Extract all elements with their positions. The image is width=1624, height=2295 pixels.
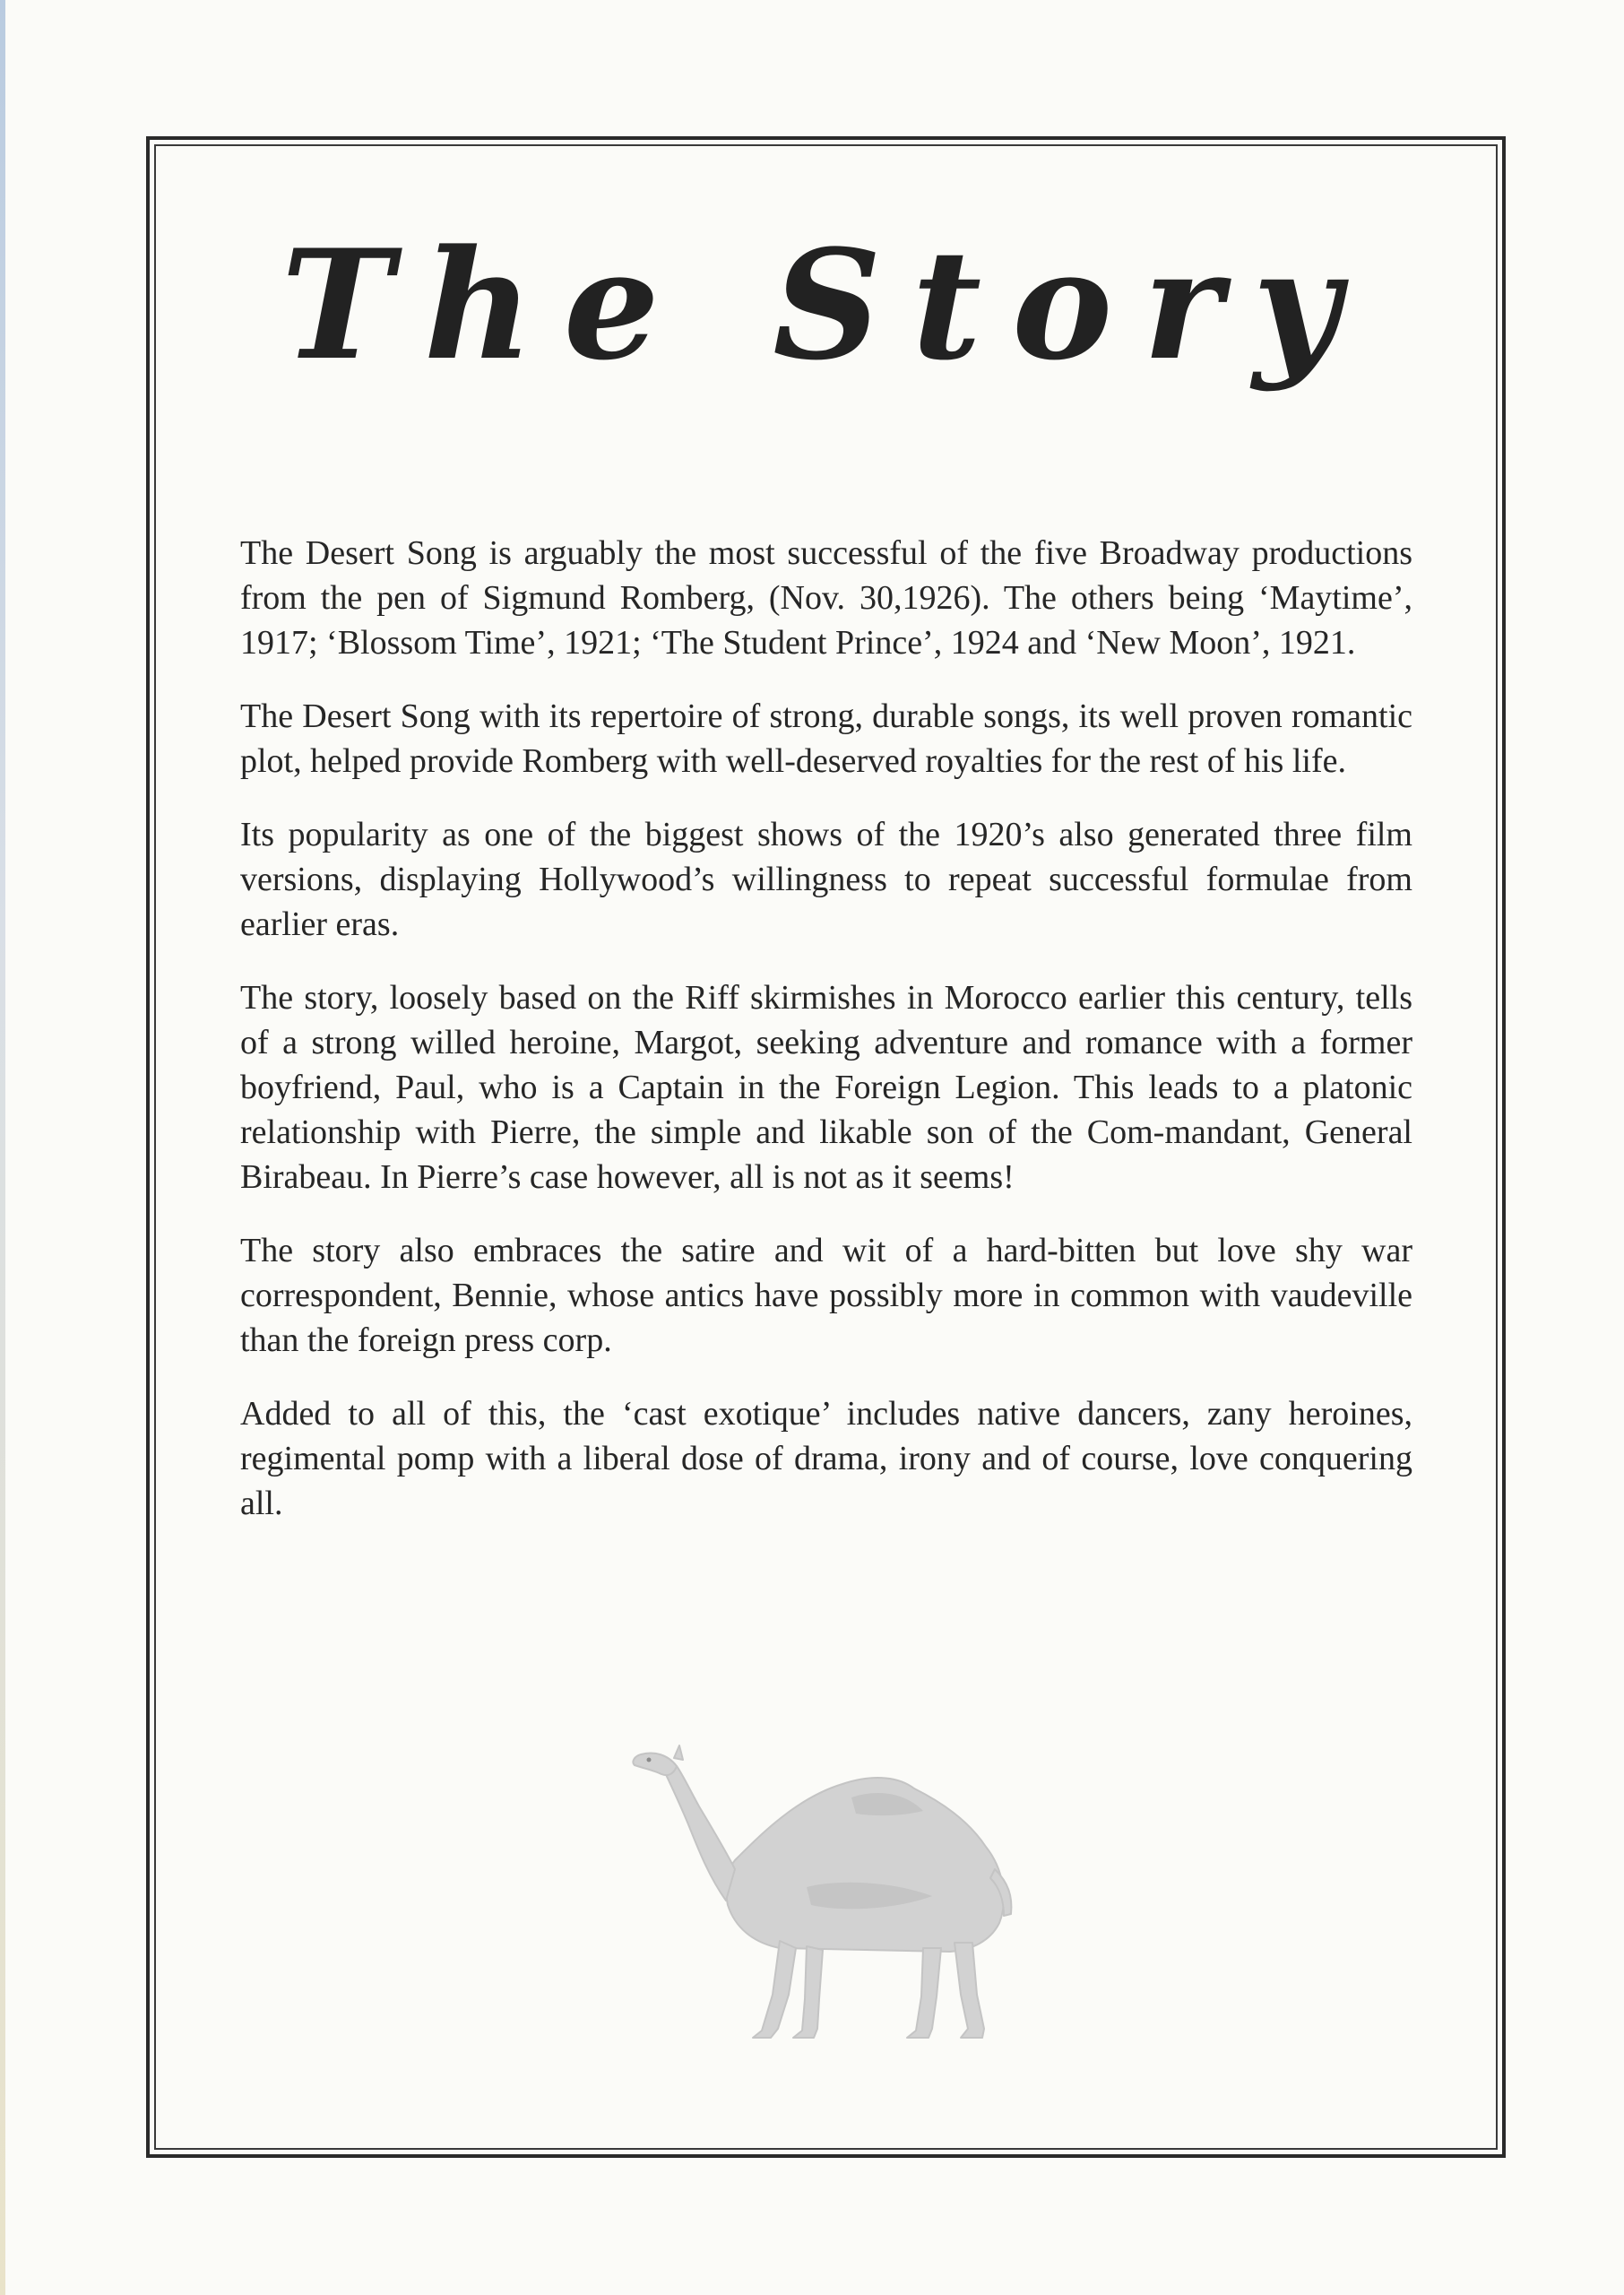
paragraph-4: The story, loosely based on the Riff skirmishes in Morocco earlier this century, tells of a strong willed heroine, Margot, seeking adventure and romance with a former boyfriend, Paul, who is a Captain in the Foreign Legion. This leads to a platonic relationship with Pierre, the simple and likable son of the Com-mandant, General Birabeau. In Pierre’s case however, all is not as it seems! [240,979,1412,1196]
camel-icon [627,1735,1022,2044]
page-edge [0,0,5,2295]
paragraph-3: Its popularity as one of the biggest shows of the 1920’s also generated three film versions, displaying Hollywood’s willingness to repeat successful formulae from earlier eras. [240,816,1412,943]
paragraph-5: The story also embraces the satire and wit of a hard-bitten but love shy war correspondent, Bennie, whose antics have possibly more in common with vaudeville than the foreign press corp. [240,1232,1412,1359]
page-title: The Story [281,216,1371,394]
paragraph-6: Added to all of this, the ‘cast exotique’ includes native dancers, zany heroines, regimental pomp with a liberal dose of drama, irony and of course, love conquering all. [240,1395,1412,1522]
paragraph-2: The Desert Song with its repertoire of strong, durable songs, its well proven romantic plot, helped provide Romberg with well-deserved royalties for the rest of his life. [240,697,1412,780]
story-text [240,531,1412,1555]
paragraph-1: The Desert Song is arguably the most successful of the five Broadway productions from the pen of Sigmund Romberg, (Nov. 30,1926). The others being ‘Maytime’, 1917; ‘Blossom Time’, 1921; ‘The Student Prince’, 1924 and ‘New Moon’, 1921. [240,534,1412,662]
